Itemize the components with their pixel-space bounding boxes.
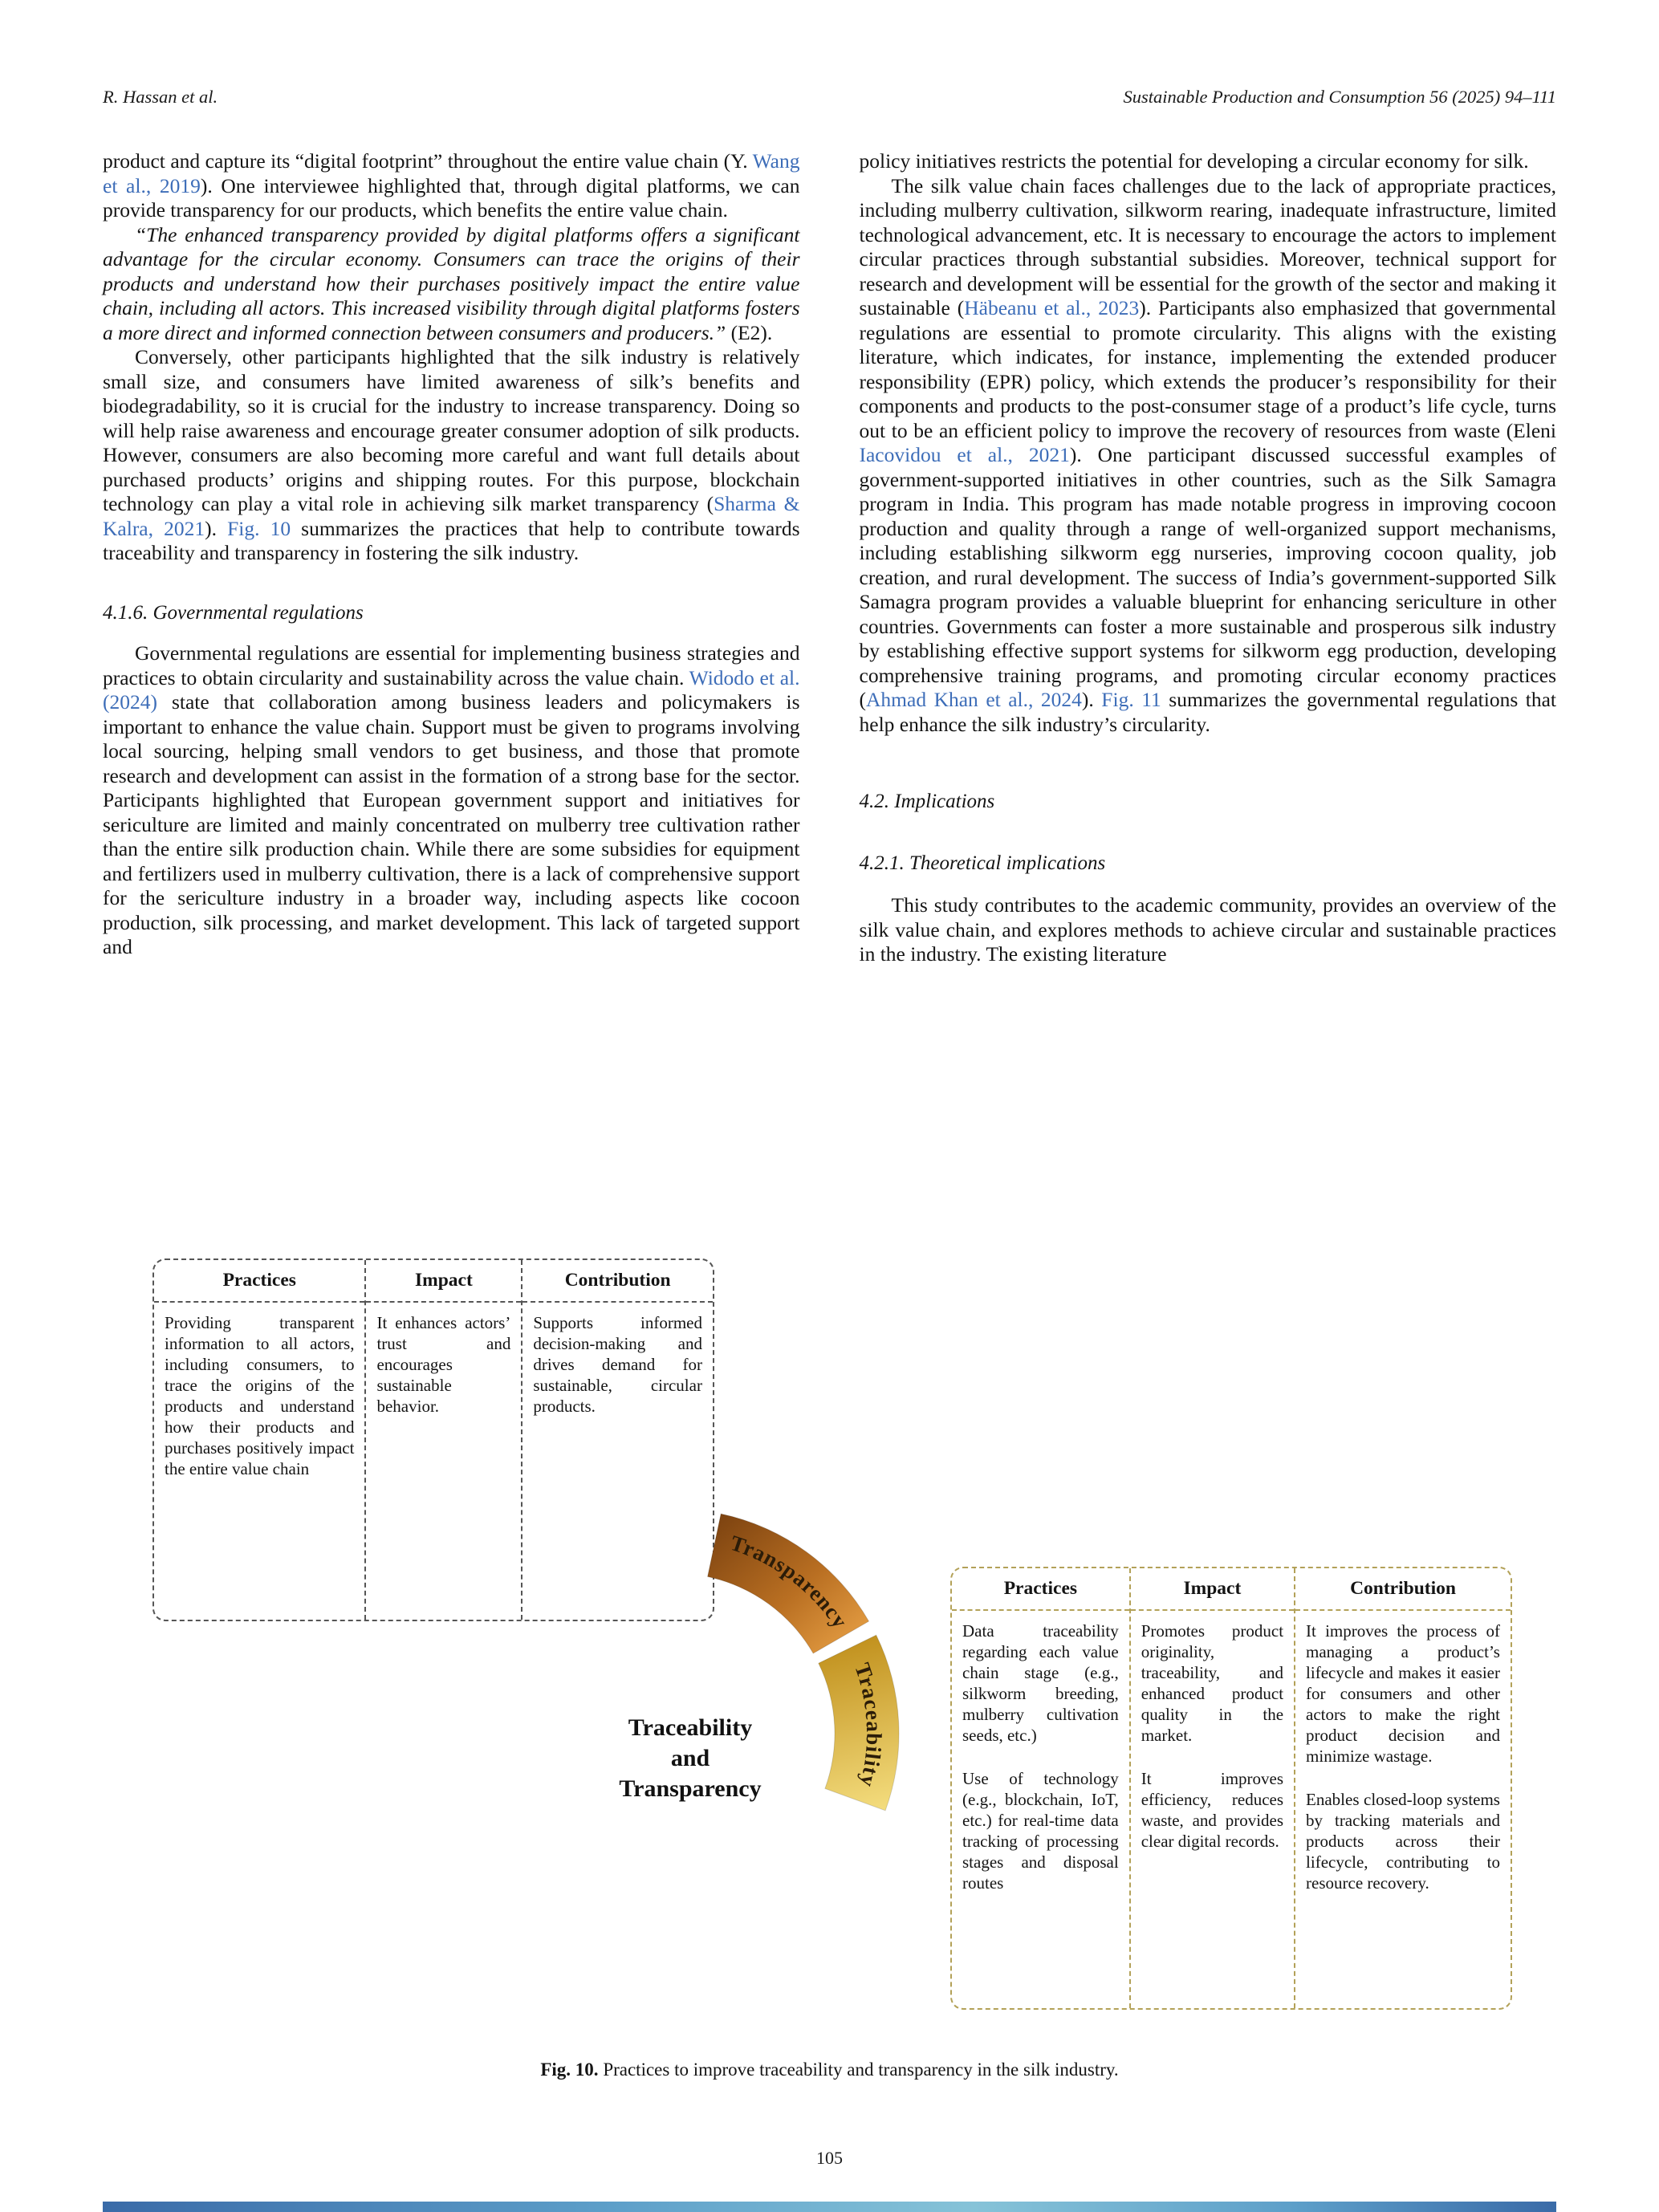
paragraph	[860, 174, 1557, 738]
table-column-impact	[366, 1260, 523, 1620]
table-header-practices: Practices	[154, 1260, 364, 1303]
table-header-impact: Impact	[1131, 1568, 1294, 1611]
running-head-journal: Sustainable Production and Consumption 56 (2025) 94–111	[1123, 87, 1556, 107]
table-body	[154, 1303, 364, 1490]
table-header-contribution: Contribution	[1295, 1568, 1511, 1611]
page-number: 105	[816, 2148, 843, 2168]
table-cell: Providing transparent information to all actors, including consumers, to trace the origins of the products and understand how their products and purchases positively impact the entire value chain	[165, 1313, 355, 1478]
text-run: summarizes the governmental regulations that help enhance the silk industry’s circularity.	[859, 688, 1557, 736]
emphasis-run: “The enhanced transparency provided by digital platforms offers a significant advantage for the circular economy. Consumers can trace the origins of their products and understand how their purchases positively impact the entire value chain, including all actors. This increased visibility through digital platforms fosters a more direct and informed connection between consumers and producers.”	[103, 222, 800, 344]
table-cell: It improves the process of managing a product’s lifecycle and makes it easier for consumers and other actors to make the right product decision and minimize wastage.	[1306, 1621, 1500, 1766]
text-run: ). One participant discussed successful examples of government-supported initiatives in other countries, such as the Silk Samagra program in India. This program has made notable progress in improving cocoon production and quality through a range of well-organized support mechanisms, including establishing silkworm egg nurseries, improving cocoon quality, job creation, and rural development. The success of India’s government-supported Silk Samagra program provides a valuable blueprint for enhancing sericulture in other countries. Governments can foster a more sustainable and prosperous silk industry by establishing effective support systems for silkworm egg production, developing comprehensive training programs, and promoting circular economy practices (	[859, 443, 1556, 711]
text-run: state that collaboration among business leaders and policymakers is important to enhance the value chain. Support must be given to programs involving local sourcing, helping small vendors to get business, and those that promote research and development can assist in the formation of a strong base for the sector. Participants highlighted that European government support and initiatives for sericulture are limited and mainly concentrated on mulberry tree cultivation rather than the entire silk production chain. While there are some subsidies for equipment and fertilizers used in mulberry cultivation, there is a lack of comprehensive support for the sericulture industry in a broader way, including aspects like cocoon production, silk processing, and market development. This lack of targeted support and	[103, 690, 800, 958]
citation-link[interactable]: Wang et al., 2019	[103, 149, 800, 197]
body-columns	[103, 149, 1556, 1234]
table-body	[366, 1303, 521, 1428]
table-cell: It improves efficiency, reduces waste, and provides clear digital records.	[1141, 1769, 1284, 1851]
table-cell: Supports informed decision-making and drives demand for sustainable, circular products.	[533, 1313, 702, 1416]
figure-center-title-line: and	[670, 1745, 710, 1771]
text-run: ).	[205, 516, 228, 540]
table-column-impact	[1131, 1568, 1295, 2008]
running-head-authors: R. Hassan et al.	[103, 87, 218, 107]
traceability-band-label: Traceability	[850, 1660, 887, 1791]
table-header-impact: Impact	[366, 1260, 521, 1303]
paragraph	[103, 149, 800, 223]
figure-caption	[103, 2060, 1556, 2080]
table-body	[1295, 1611, 1511, 1905]
paragraph	[860, 893, 1557, 967]
figure-caption-text: Practices to improve traceability and transparency in the silk industry.	[598, 2060, 1119, 2080]
text-run: Governmental regulations are essential for implementing business strategies and practices to obtain circularity and sustainability across the value chain.	[103, 641, 800, 689]
citation-link[interactable]: Iacovidou et al., 2021	[859, 443, 1070, 466]
paragraph	[103, 345, 800, 566]
section-heading: 4.2. Implications	[859, 791, 995, 812]
table-cell: Promotes product originality, traceability, and enhanced product quality in the market.	[1141, 1621, 1284, 1745]
paragraph	[860, 149, 1557, 174]
text-run: The silk value chain faces challenges due to the lack of appropriate practices, including mulberry cultivation, silkworm rearing, inadequate infrastructure, limited technological advancement, etc. It is necessary to encourage the actors to implement circular practices through substantial subsidies. Moreover, technical support for research and development will be essential for the growth of the sector and making it sustainable (	[859, 173, 1556, 319]
left-column	[103, 149, 800, 1234]
figure-10	[103, 1254, 1556, 2024]
table-cell: Data traceability regarding each value chain stage (e.g., silkworm breeding, mulberry cultivation seeds, etc.)	[962, 1621, 1119, 1745]
text-run: This study contributes to the academic community, provides an overview of the silk value chain, and explores methods to achieve circular and sustainable practices in the industry. The existing literature	[859, 893, 1556, 966]
citation-link[interactable]: Häbeanu et al., 2023	[964, 296, 1140, 319]
table-column-practices	[154, 1260, 366, 1620]
text-run: (E2).	[726, 320, 773, 344]
table-header-contribution: Contribution	[523, 1260, 713, 1303]
table-body	[952, 1611, 1129, 1905]
table-column-contribution	[1295, 1568, 1511, 2008]
section-heading: 4.2.1. Theoretical implications	[859, 852, 1106, 874]
text-run: policy initiatives restricts the potential for developing a circular economy for silk.	[859, 149, 1529, 173]
text-run: ). One interviewee highlighted that, through digital platforms, we can provide transparency for our products, which benefits the entire value chain.	[103, 173, 800, 222]
section-heading: 4.1.6. Governmental regulations	[103, 601, 364, 624]
traceability-practices-table	[950, 1567, 1512, 2010]
text-run: Conversely, other participants highlighted that the silk industry is relatively small size, and consumers have limited awareness of silk’s benefits and biodegradability, so it is crucial for the industry to increase transparency. Doing so will help raise awareness and encourage greater consumer adoption of silk products. However, consumers are also becoming more careful and want full details about purchased products’ origins and shipping routes. For this purpose, blockchain technology can play a vital role in achieving silk market transparency (	[103, 345, 800, 515]
paragraph	[103, 223, 800, 346]
figure-caption-label: Fig. 10.	[540, 2060, 599, 2080]
citation-link[interactable]: Widodo et al. (2024)	[103, 665, 800, 714]
figure-center-title-line: Traceability	[628, 1714, 753, 1741]
citation-link[interactable]: Ahmad Khan et al., 2024	[866, 688, 1082, 711]
running-head	[103, 87, 1556, 108]
table-column-contribution	[523, 1260, 713, 1620]
next-page-preview-strip	[103, 2202, 1556, 2212]
transparency-practices-table	[152, 1258, 714, 1621]
citation-link[interactable]: Sharma & Kalra, 2021	[103, 492, 800, 540]
table-cell: Use of technology (e.g., blockchain, IoT, etc.) for real-time data tracking of processing stages and disposal routes	[962, 1769, 1119, 1893]
table-column-practices	[952, 1568, 1131, 2008]
paragraph	[103, 641, 800, 960]
right-column	[860, 149, 1557, 1234]
figure-center-title-line: Transparency	[619, 1775, 762, 1802]
figure-center-title	[594, 1713, 787, 1804]
table-header-practices: Practices	[952, 1568, 1129, 1611]
text-run: product and capture its “digital footprint” throughout the entire value chain (Y.	[103, 149, 753, 173]
table-cell: Enables closed-loop systems by tracking materials and products across their lifecycle, contributing to resource recovery.	[1306, 1790, 1500, 1893]
table-body	[1131, 1611, 1294, 1863]
text-run: ).	[1081, 688, 1102, 711]
table-body	[523, 1303, 713, 1428]
text-run: ). Participants also emphasized that governmental regulations are essential to promote circularity. This aligns with the existing literature, which indicates, for instance, implementing the extended producer responsibility (EPR) policy, which extends the producer’s responsibility for their components and products to the post-consumer stage of a product’s life cycle, turns out to be an efficient policy to improve the recovery of resources from waste (Eleni	[859, 296, 1556, 442]
citation-link[interactable]: Fig. 10	[227, 516, 291, 540]
text-run: summarizes the practices that help to contribute towards traceability and transparency in fostering the silk industry.	[103, 516, 800, 564]
citation-link[interactable]: Fig. 11	[1101, 688, 1161, 711]
table-cell: It enhances actors’ trust and encourages sustainable behavior.	[376, 1313, 511, 1416]
transparency-band-label: Transparency	[727, 1530, 853, 1633]
